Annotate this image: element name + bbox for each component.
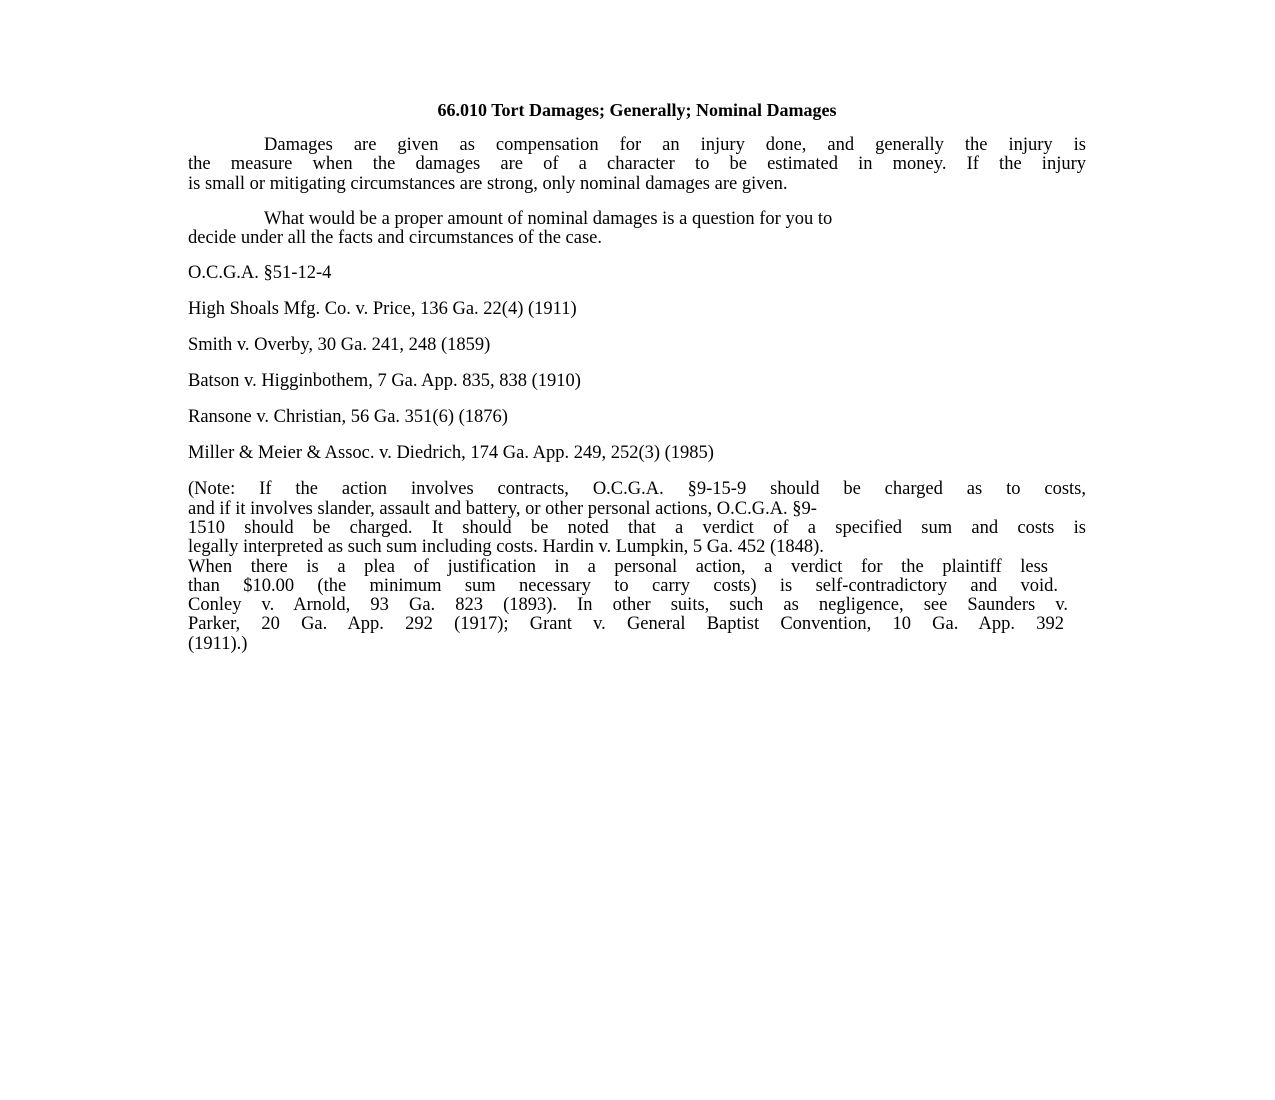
text-line: When there is a plea of justification in a personal action, a verdict for the plaintiff less: [188, 556, 1048, 577]
text-line: than $10.00 (the minimum sum necessary to carry costs) is self-contradictory and void.: [188, 575, 1058, 596]
text-line: Conley v. Arnold, 93 Ga. 823 (1893). In other suits, such as negligence, see Saunders v.: [188, 595, 1068, 616]
document-title: 66.010 Tort Damages; Generally; Nominal Damages: [437, 100, 837, 120]
paragraph-compensation: [188, 136, 1086, 194]
text-line: the measure when the damages are of a character to be estimated in money. If the injury: [188, 154, 1086, 175]
text-line: Parker, 20 Ga. App. 292 (1917); Grant v. General Baptist Convention, 10 Ga. App. 392: [188, 614, 1064, 635]
citation: O.C.G.A. §51-12-4: [188, 263, 332, 284]
citation: Batson v. Higginbothem, 7 Ga. App. 835, 838 (1910): [188, 371, 581, 392]
citation: Smith v. Overby, 30 Ga. 241, 248 (1859): [188, 335, 491, 356]
text-line: legally interpreted as such sum including costs. Hardin v. Lumpkin, 5 Ga. 452 (1848).: [188, 537, 824, 558]
text-line: 1510 should be charged. It should be noted that a verdict of a specified sum and costs is: [188, 517, 1086, 538]
document-page: [188, 100, 1086, 670]
text-line: decide under all the facts and circumstances of the case.: [188, 228, 603, 249]
citation: Ransone v. Christian, 56 Ga. 351(6) (1876): [188, 407, 508, 428]
text-line: (Note: If the action involves contracts, O.C.G.A. §9-15-9 should be charged as to costs,: [188, 479, 1086, 500]
text-line: and if it involves slander, assault and battery, or other personal actions, O.C.G.A. §9-: [188, 498, 817, 519]
text-line: (1911).): [188, 633, 248, 654]
paragraph-nominal-amount: [188, 210, 1086, 249]
text-line: What would be a proper amount of nominal damages is a question for you to: [264, 208, 833, 229]
citation: High Shoals Mfg. Co. v. Price, 136 Ga. 22(4) (1911): [188, 299, 577, 320]
text-line: is small or mitigating circumstances are strong, only nominal damages are given.: [188, 173, 788, 194]
citation: Miller & Meier & Assoc. v. Diedrich, 174 Ga. App. 249, 252(3) (1985): [188, 443, 714, 464]
text-line: Damages are given as compensation for an injury done, and generally the injury is: [264, 135, 1086, 155]
note-paragraph: [188, 480, 1086, 654]
